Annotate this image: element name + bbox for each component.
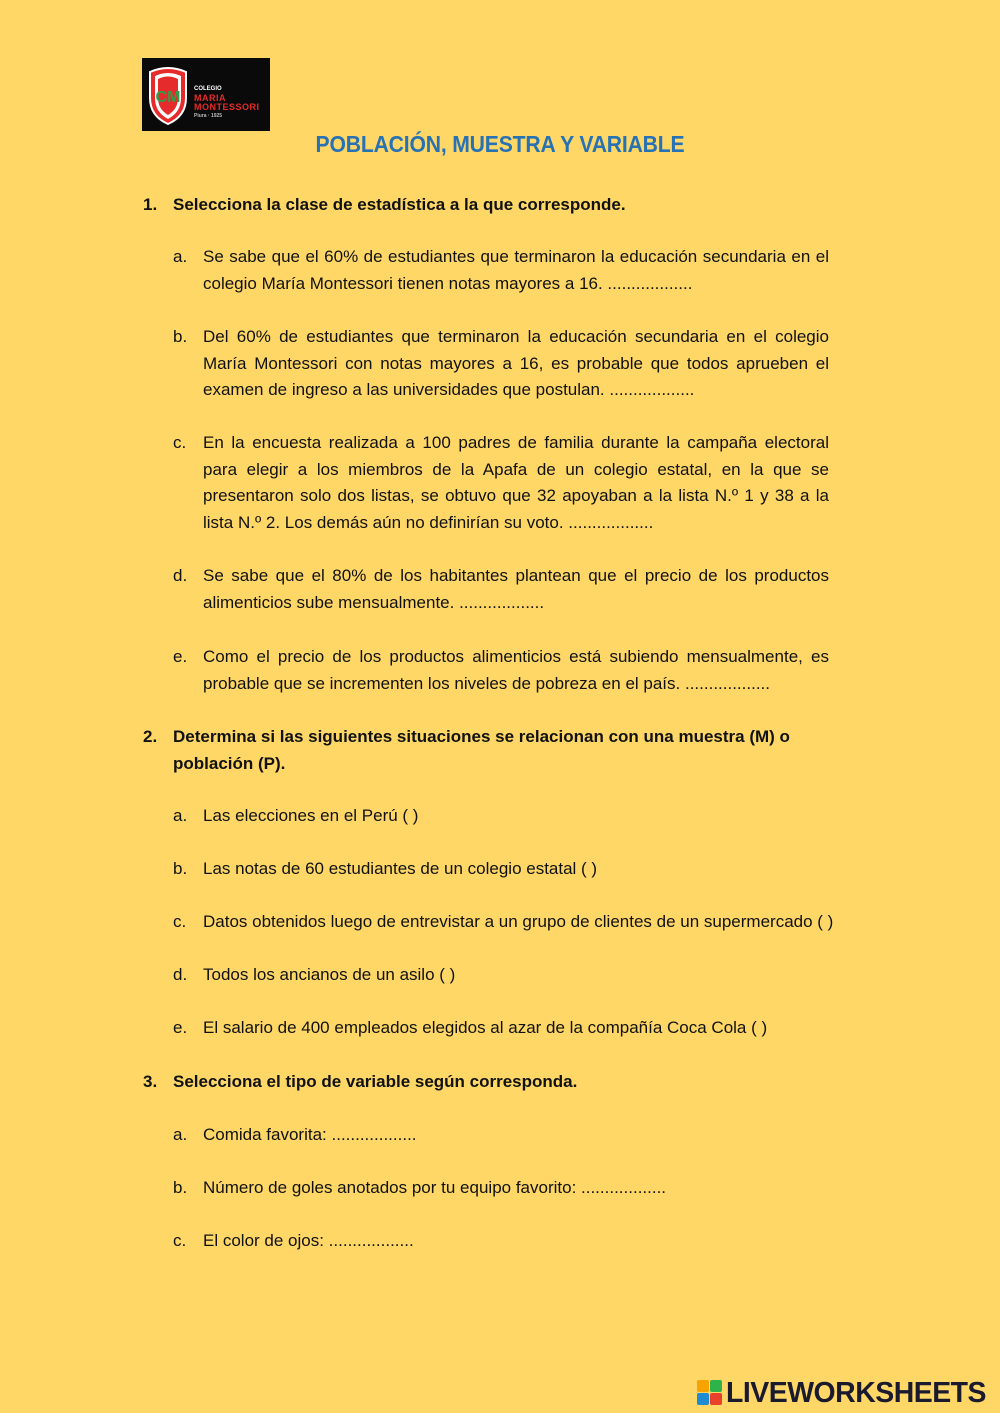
list-item <box>173 244 829 297</box>
school-logo <box>142 58 270 131</box>
svg-text:CM: CM <box>155 89 181 106</box>
question-text: Selecciona el tipo de variable según corresponda. <box>173 1072 578 1091</box>
item-letter: d. <box>173 566 188 585</box>
item-letter: c. <box>173 433 187 452</box>
list-item <box>173 563 829 616</box>
question-1 <box>143 191 863 218</box>
logo-line-4: Piura · 1925 <box>194 113 223 119</box>
question-3 <box>143 1068 863 1095</box>
liveworksheets-brand[interactable] <box>697 1376 991 1410</box>
list-item <box>173 856 873 883</box>
brand-text: LIVEWORKSHEETS <box>726 1376 987 1409</box>
item-letter: b. <box>173 1178 188 1197</box>
list-item <box>173 1122 873 1149</box>
item-letter: b. <box>173 327 188 346</box>
list-item <box>173 430 829 536</box>
question-number: 3. <box>143 1072 158 1091</box>
list-item <box>173 962 873 989</box>
item-text[interactable]: Datos obtenidos luego de entrevistar a un grupo de clientes de un supermercado ( ) <box>203 912 834 931</box>
item-letter: d. <box>173 965 188 984</box>
item-letter: a. <box>173 247 188 266</box>
list-item <box>173 1228 873 1255</box>
list-item <box>173 909 873 936</box>
list-item <box>173 1175 873 1202</box>
question-number: 1. <box>143 195 158 214</box>
logo-line-3: MONTESSORI <box>194 102 260 112</box>
item-text: Como el precio de los productos alimenticios está subiendo mensualmente, es probable que se incrementen los niveles de pobreza en el país. .................. <box>203 647 829 693</box>
item-text[interactable]: Las notas de 60 estudiantes de un colegio estatal ( ) <box>203 859 598 878</box>
item-text: En la encuesta realizada a 100 padres de familia durante la campaña electoral para elegir a los miembros de la Apafa de un colegio estatal, en la que se presentaron solo dos listas, se obtuvo que 32 apoyaban a la lista N.º 1 y 38 a la lista N.º 2. Los demás aún no definirían su voto. .................. <box>203 433 829 532</box>
logo-line-2: MARIA <box>194 93 226 103</box>
shield-icon <box>146 64 190 126</box>
item-text: Se sabe que el 60% de estudiantes que terminaron la educación secundaria en el colegio María Montessori tienen notas mayores a 16. .................. <box>203 247 829 293</box>
list-item <box>173 644 829 697</box>
question-number: 2. <box>143 727 158 746</box>
liveworksheets-logo-icon <box>697 1380 723 1406</box>
item-text[interactable]: Número de goles anotados por tu equipo favorito: .................. <box>203 1178 667 1197</box>
list-item <box>173 1015 873 1042</box>
list-item <box>173 803 873 830</box>
page-title: POBLACIÓN, MUESTRA Y VARIABLE <box>315 131 685 157</box>
question-text: Selecciona la clase de estadística a la que corresponde. <box>173 195 626 214</box>
item-text[interactable]: Comida favorita: .................. <box>203 1125 417 1144</box>
item-text: Se sabe que el 80% de los habitantes plantean que el precio de los productos alimenticios sube mensualmente. .................. <box>203 566 829 612</box>
item-letter: e. <box>173 1018 188 1037</box>
list-item <box>173 324 829 404</box>
item-letter: c. <box>173 1231 187 1250</box>
item-text[interactable]: El color de ojos: .................. <box>203 1231 414 1250</box>
item-text[interactable]: Todos los ancianos de un asilo ( ) <box>203 965 456 984</box>
item-letter: e. <box>173 647 188 666</box>
item-text[interactable]: El salario de 400 empleados elegidos al azar de la compañía Coca Cola ( ) <box>203 1018 768 1037</box>
item-text[interactable]: Las elecciones en el Perú ( ) <box>203 806 419 825</box>
item-letter: b. <box>173 859 188 878</box>
question-2 <box>143 723 863 777</box>
item-text: Del 60% de estudiantes que terminaron la educación secundaria en el colegio María Montessori con notas mayores a 16, es probable que todos aprueben el examen de ingreso a las universidades que postulan. .................. <box>203 327 829 399</box>
item-letter: c. <box>173 912 187 931</box>
logo-line-1: COLEGIO <box>194 86 222 92</box>
item-letter: a. <box>173 1125 188 1144</box>
item-letter: a. <box>173 806 188 825</box>
question-text: Determina si las siguientes situaciones se relacionan con una muestra (M) o población (P). <box>173 727 790 773</box>
